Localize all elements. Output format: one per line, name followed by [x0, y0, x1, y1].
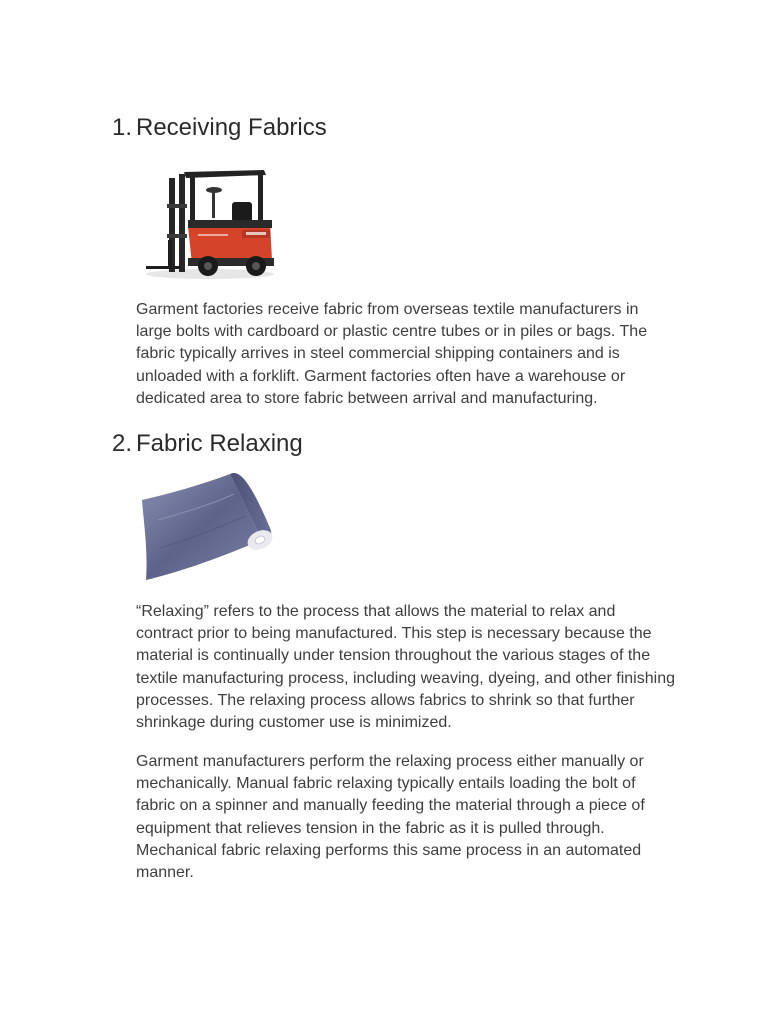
section-title: Fabric Relaxing [136, 430, 303, 457]
section-heading-receiving-fabrics [112, 114, 327, 142]
section-title: Receiving Fabrics [136, 114, 327, 141]
forklift-icon [138, 160, 278, 282]
fabric-roll-icon [138, 470, 278, 588]
section-number: 1. [112, 114, 133, 141]
paragraph-receiving-fabrics: Garment factories receive fabric from overseas textile manufacturers in large bolts with cardboard or plastic centre tubes or in piles or bags. The fabric typically arrives in steel commercial shipping containers and is unloaded with a forklift. Garment factories often have a warehouse or dedicated area to store fabric between arrival and manufacturing. [136, 301, 648, 407]
section-heading-fabric-relaxing [112, 430, 303, 458]
section-number: 2. [112, 430, 133, 457]
paragraph-fabric-relaxing-1: “Relaxing” refers to the process that allows the material to relax and contract prior to being manufactured. This step is necessary because the material is continually under tension throughout the various stages of the textile manufacturing process, including weaving, dyeing, and other finishing processes. The relaxing process allows fabrics to shrink so that further shrinkage during customer use is minimized. [136, 603, 675, 732]
paragraph-fabric-relaxing-2: Garment manufacturers perform the relaxing process either manually or mechanically. Manual fabric relaxing typically entails loading the bolt of fabric on a spinner and manually feeding the material through a piece of equipment that relieves tension in the fabric as it is pulled through. Mechanical fabric relaxing performs this same process in an automated manner. [136, 753, 645, 882]
